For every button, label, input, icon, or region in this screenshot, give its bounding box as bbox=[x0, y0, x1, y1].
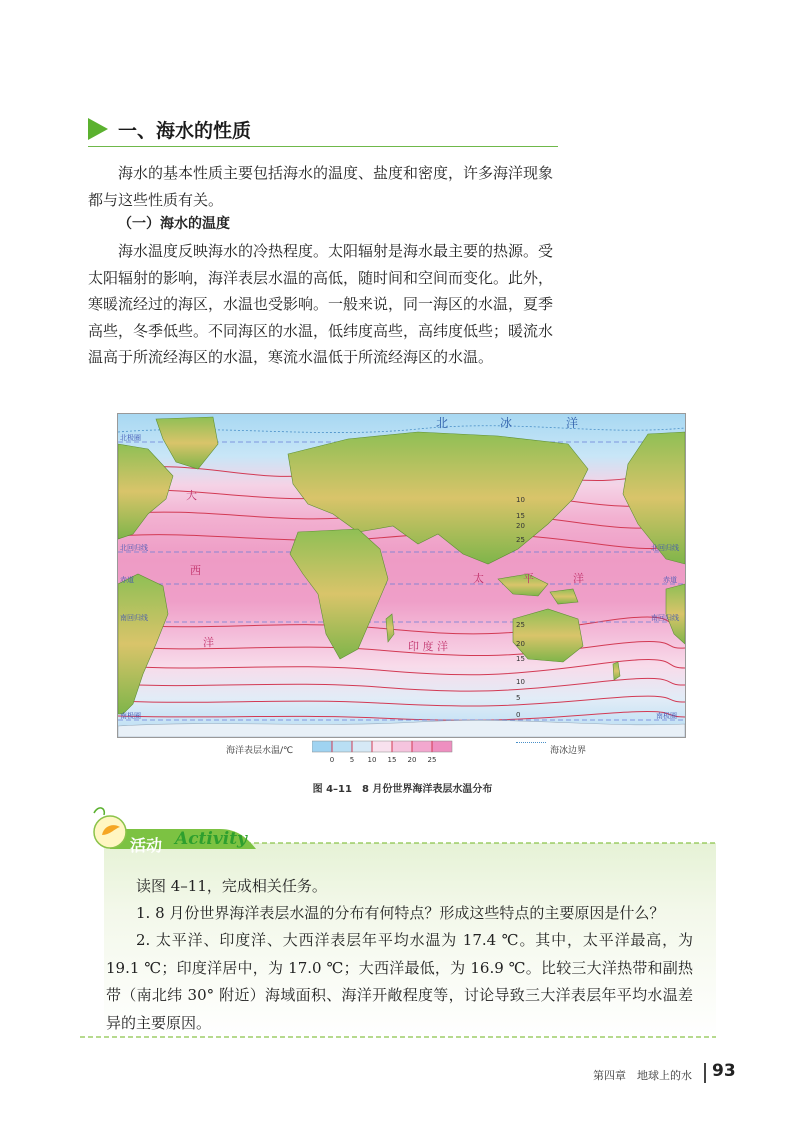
equator-label-right: 赤道 bbox=[663, 576, 677, 584]
iso-n-25: 25 bbox=[516, 536, 525, 544]
iso-n-15: 15 bbox=[516, 512, 525, 520]
subsection-title: （一）海水的温度 bbox=[118, 216, 230, 232]
antarctic-circle-label: 南极圈 bbox=[120, 712, 141, 720]
activity-line-1: 读图 4–11，完成相关任务。 bbox=[136, 877, 327, 895]
ice-boundary-label: 海冰边界 bbox=[550, 746, 587, 756]
activity-line-3: 2. 太平洋、印度洋、大西洋表层年平均水温为 17.4 ℃。其中，太平洋最高，为 19.1 ℃；印度洋居中，为 17.0 ℃；大西洋最低，为 16.9 ℃。比较三大洋热带和副热带（南北纬 30° 附近）海域面积、海洋开敞程度等，讨论导致三大洋表层年平均水温差异的主要原因。 bbox=[106, 931, 693, 1032]
ice-boundary-swatch bbox=[516, 742, 546, 743]
world-map-svg bbox=[118, 414, 685, 737]
legend-tick-25: 25 bbox=[427, 756, 437, 764]
pacific-label-3: 洋 bbox=[573, 572, 584, 585]
arctic-label-2: 冰 bbox=[500, 416, 513, 430]
atlantic-label-3: 洋 bbox=[203, 636, 214, 649]
legend-tick-5: 5 bbox=[349, 756, 355, 764]
leaf-icon bbox=[94, 808, 104, 815]
tropic-cancer-label-right: 北回归线 bbox=[651, 544, 679, 552]
tropic-capricorn-label: 南回归线 bbox=[120, 614, 148, 622]
section-rule bbox=[88, 146, 558, 147]
antarctic-circle-label-right: 南极圈 bbox=[656, 712, 677, 720]
iso-s-0: 0 bbox=[516, 711, 521, 719]
iso-n-10: 10 bbox=[516, 496, 525, 504]
legend-tick-15: 15 bbox=[387, 756, 397, 764]
section-heading bbox=[88, 112, 558, 148]
arctic-label-1: 北 bbox=[436, 416, 449, 430]
arctic-label-3: 洋 bbox=[566, 416, 579, 430]
iso-n-20: 20 bbox=[516, 522, 525, 530]
iso-s-5: 5 bbox=[516, 694, 521, 702]
activity-label-en: Activity bbox=[175, 829, 247, 849]
atlantic-label-1: 大 bbox=[186, 489, 197, 502]
indian-label: 印 度 洋 bbox=[408, 640, 448, 653]
page-number: 93 bbox=[712, 1061, 736, 1081]
triangle-arrow-icon bbox=[88, 118, 108, 140]
arctic-circle-label: 北极圈 bbox=[120, 434, 141, 442]
footer-divider bbox=[704, 1063, 706, 1083]
pacific-label-2: 平 bbox=[523, 572, 534, 585]
intro-paragraph: 海水的基本性质主要包括海水的温度、盐度和密度，许多海洋现象都与这些性质有关。 bbox=[88, 164, 554, 209]
body-paragraph: 海水温度反映海水的冷热程度。太阳辐射是海水最主要的热源。受太阳辐射的影响，海洋表层水温的高低，随时间和空间而变化。此外，寒暖流经过的海区，水温也受影响。一般来说，同一海区的水温，夏季高些，冬季低些。不同海区的水温，低纬度高些，高纬度低些；暖流水温高于所流经海区的水温，寒流水温低于所流经海区的水温。 bbox=[88, 242, 554, 366]
legend-scale bbox=[312, 739, 482, 765]
legend-tick-0: 0 bbox=[329, 756, 335, 764]
figure-caption: 图 4–11 8 月份世界海洋表层水温分布 bbox=[312, 784, 493, 795]
sea-temperature-map bbox=[117, 413, 686, 738]
iso-s-10: 10 bbox=[516, 678, 525, 686]
chapter-label: 第四章 地球上的水 bbox=[593, 1069, 692, 1082]
pacific-label-1: 太 bbox=[473, 572, 484, 585]
iso-s-25: 25 bbox=[516, 621, 525, 629]
activity-label: 活动 bbox=[130, 836, 163, 855]
legend-tick-10: 10 bbox=[367, 756, 377, 764]
atlantic-label-2: 西 bbox=[190, 564, 201, 577]
activity-line-2: 1. 8 月份世界海洋表层水温的分布有何特点？形成这些特点的主要原因是什么？ bbox=[136, 904, 665, 922]
legend-tick-20: 20 bbox=[407, 756, 417, 764]
section-title: 一、海水的性质 bbox=[118, 120, 252, 142]
iso-s-15: 15 bbox=[516, 655, 525, 663]
iso-s-20: 20 bbox=[516, 640, 525, 648]
tropic-cancer-label: 北回归线 bbox=[120, 544, 148, 552]
equator-label: 赤道 bbox=[120, 576, 134, 584]
map-legend bbox=[226, 739, 586, 765]
tropic-capricorn-label-right: 南回归线 bbox=[651, 614, 679, 622]
legend-title: 海洋表层水温/℃ bbox=[226, 746, 294, 756]
